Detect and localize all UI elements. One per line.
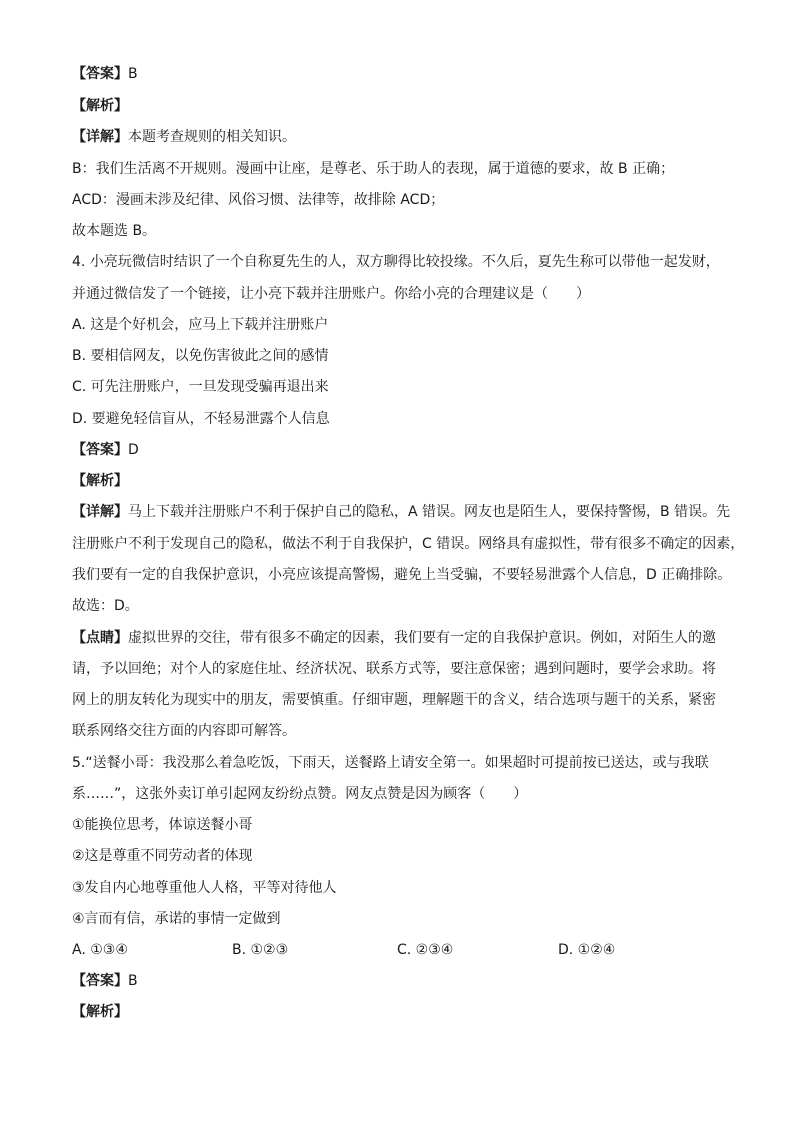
- text-line: [72, 722, 296, 740]
- line-text: 联系网络交往方面的内容即可解答。: [72, 723, 296, 739]
- section-tag: 【解析】: [72, 1004, 128, 1020]
- line-text: 注册账户不利于发现自己的隐私，做法不利于自我保护，C 错误。网络具有虚拟性，带有很多不确定的因素，: [72, 536, 745, 552]
- line-text: 5.“送餐小哥：我没那么着急吃饭，下雨天，送餐路上请安全第一。如果超时可提前按已送达，或与我联: [72, 755, 709, 771]
- text-line: [72, 660, 716, 678]
- text-line: [72, 65, 138, 83]
- line-text: 4. 小亮玩微信时结识了一个自称夏先生的人，双方聊得比较投缘。不久后，夏先生称可以带他一起发财，: [72, 254, 720, 270]
- text-line: [72, 285, 590, 303]
- option-d: D. ①②④: [558, 942, 616, 958]
- section-tag: 【详解】: [72, 504, 128, 520]
- section-tag: 【点睛】: [72, 630, 128, 646]
- text-line: [72, 191, 444, 209]
- text-line: [72, 816, 253, 834]
- text-line: [72, 566, 731, 584]
- text-line: [72, 472, 128, 490]
- line-text: B: [128, 973, 138, 989]
- text-line: [72, 410, 330, 428]
- line-text: B：我们生活离不开规则。漫画中让座，是尊老、乐于助人的表现，属于道德的要求，故 B 正确；: [72, 161, 675, 177]
- text-line: [72, 128, 296, 146]
- text-line: [72, 316, 328, 334]
- section-tag: 【答案】: [72, 442, 128, 458]
- line-text: 马上下载并注册账户不利于保护自己的隐私，A 错误。网友也是陌生人，要保持警惕，B 错误。先: [128, 504, 731, 520]
- line-text: 故选：D。: [72, 598, 139, 614]
- line-text: 本题考查规则的相关知识。: [128, 129, 296, 145]
- section-tag: 【答案】: [72, 973, 128, 989]
- line-text: B: [128, 66, 138, 82]
- text-line: [72, 97, 128, 115]
- line-text: C. 可先注册账户，一旦发现受骗再退出来: [72, 379, 329, 395]
- text-line: [72, 503, 730, 521]
- line-text: 虚拟世界的交往，带有很多不确定的因素，我们要有一定的自我保护意识。例如，对陌生人的邀: [128, 630, 716, 646]
- line-text: 系……”，这张外卖订单引起网友纷纷点赞。网友点赞是因为顾客（ ）: [72, 786, 528, 802]
- text-line: [72, 972, 138, 990]
- text-line: [72, 879, 337, 897]
- line-text: 故本题选 B。: [72, 223, 157, 239]
- section-tag: 【答案】: [72, 66, 128, 82]
- line-text: D. 要避免轻信盲从，不轻易泄露个人信息: [72, 411, 330, 427]
- text-line: [72, 754, 709, 772]
- text-line: [72, 378, 329, 396]
- section-tag: 【详解】: [72, 129, 128, 145]
- line-text: 并通过微信发了一个链接，让小亮下载并注册账户。你给小亮的合理建议是（ ）: [72, 286, 590, 302]
- section-tag: 【解析】: [72, 98, 128, 114]
- text-line: [72, 910, 281, 928]
- text-line: [72, 691, 716, 709]
- line-text: ACD：漫画未涉及纪律、风俗习惯、法律等，故排除 ACD；: [72, 192, 445, 208]
- line-text: ③发自内心地尊重他人人格，平等对待他人: [72, 880, 337, 896]
- line-text: ②这是尊重不同劳动者的体现: [72, 848, 253, 864]
- line-text: D: [128, 442, 139, 458]
- text-line: [72, 535, 744, 553]
- text-line: [72, 597, 139, 615]
- text-line: [72, 785, 527, 803]
- line-text: 我们要有一定的自我保护意识，小亮应该提高警惕，避免上当受骗，不要轻易泄露个人信息，D 正确排除。: [72, 567, 732, 583]
- option-a: A. ①③④: [72, 942, 128, 958]
- text-line: [72, 222, 156, 240]
- option-b: B. ①②③: [232, 942, 289, 958]
- line-text: 请，予以回绝；对个人的家庭住址、经济状况、联系方式等，要注意保密；遇到问题时，要学会求助。将: [72, 661, 716, 677]
- line-text: ①能换位思考，体谅送餐小哥: [72, 817, 253, 833]
- line-text: ④言而有信，承诺的事情一定做到: [72, 911, 281, 927]
- section-tag: 【解析】: [72, 473, 128, 489]
- text-line: [72, 1003, 128, 1021]
- text-line: [72, 441, 139, 459]
- text-line: [72, 629, 716, 647]
- option-c: C. ②③④: [397, 942, 454, 958]
- line-text: B. 要相信网友，以免伤害彼此之间的感情: [72, 348, 329, 364]
- text-line: [72, 160, 674, 178]
- line-text: 网上的朋友转化为现实中的朋友，需要慎重。仔细审题，理解题干的含义，结合选项与题干的关系，紧密: [72, 692, 716, 708]
- text-line: [72, 253, 720, 271]
- line-text: A. 这是个好机会，应马上下载并注册账户: [72, 317, 329, 333]
- text-line: [72, 847, 253, 865]
- text-line: [72, 347, 329, 365]
